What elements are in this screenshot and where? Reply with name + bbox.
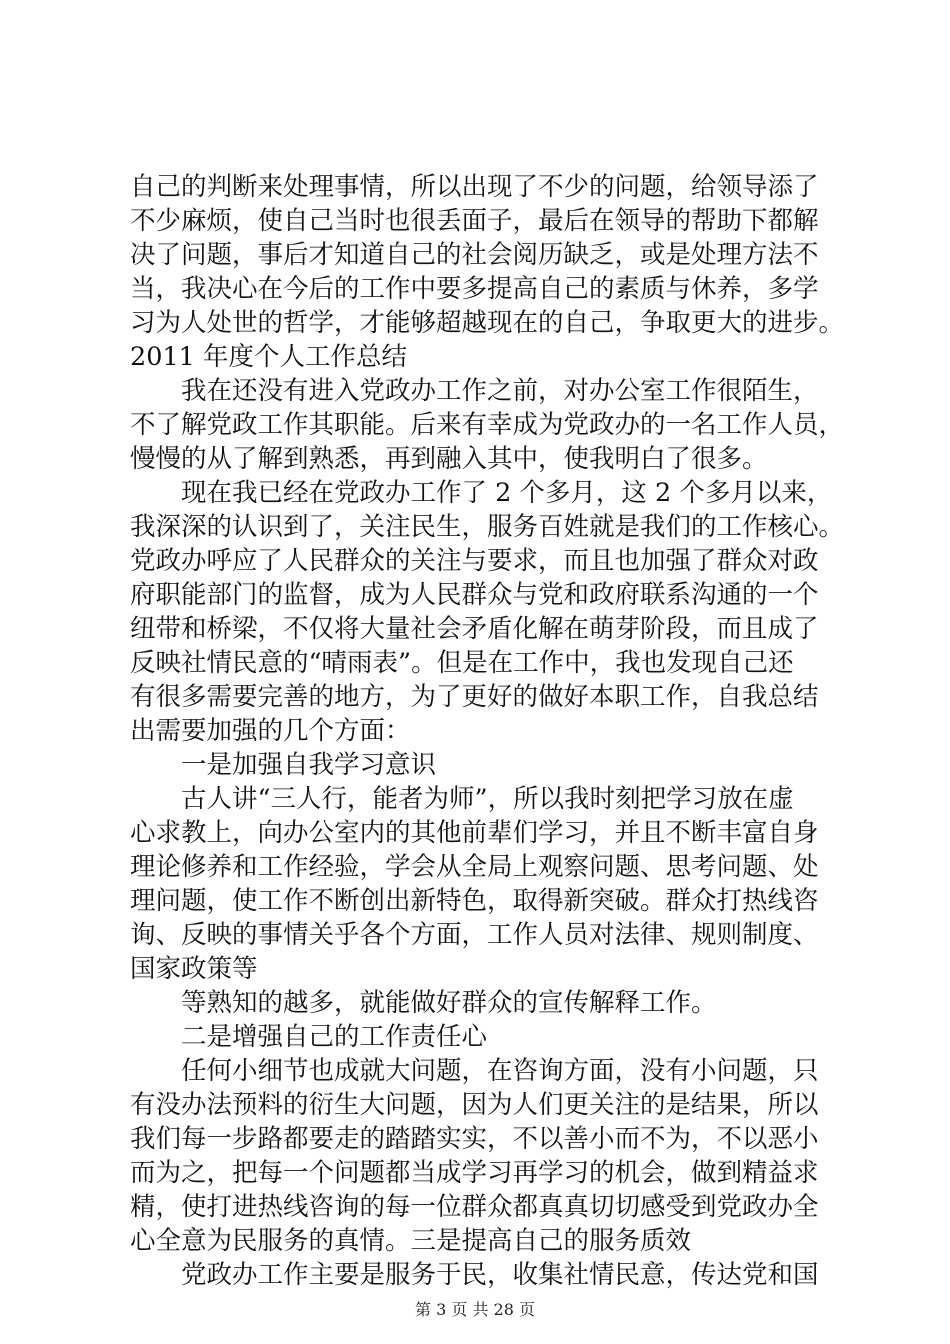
text-line: 出需要加强的几个方面： [130, 716, 411, 746]
text-line: 慢慢的从了解到熟悉，再到融入其中，使我明白了很多。 [130, 444, 768, 474]
text-line: 有没办法预料的衍生大问题，因为人们更关注的是结果，所以 [130, 1090, 819, 1120]
subsection-heading: 一是加强自我学习意识 [181, 750, 437, 780]
text-line: 府职能部门的监督，成为人民群众与党和政府联系沟通的一个 [130, 580, 819, 610]
text-line: 党政办工作主要是服务于民，收集社情民意，传达党和国 [181, 1260, 819, 1290]
text-line: 不了解党政工作其职能。后来有幸成为党政办的一名工作人员， [130, 410, 845, 440]
subsection-heading: 二是增强自己的工作责任心 [181, 1022, 488, 1052]
text-line: 反映社情民意的“晴雨表”。但是在工作中，我也发现自己还 [130, 648, 794, 678]
text-line: 国家政策等 [130, 954, 258, 984]
text-line: 任何小细节也成就大问题，在咨询方面，没有小问题，只 [181, 1056, 819, 1086]
text-line: 现在我已经在党政办工作了 2 个多月，这 2 个多月以来， [181, 478, 833, 508]
text-line: 精，使打进热线咨询的每一位群众都真真切切感受到党政办全 [130, 1192, 819, 1222]
text-line: 询、反映的事情关乎各个方面，工作人员对法律、规则制度、 [130, 920, 819, 950]
text-line: 当，我决心在今后的工作中要多提高自己的素质与休养，多学 [130, 274, 819, 304]
text-line: 心全意为民服务的真情。三是提高自己的服务质效 [130, 1226, 692, 1256]
text-line: 自己的判断来处理事情，所以出现了不少的问题，给领导添了 [130, 172, 819, 202]
text-line: 而为之，把每一个问题都当成学习再学习的机会，做到精益求 [130, 1158, 819, 1188]
text-line: 理问题，使工作不断创出新特色，取得新突破。群众打热线咨 [130, 886, 819, 916]
text-line: 决了问题，事后才知道自己的社会阅历缺乏，或是处理方法不 [130, 240, 819, 270]
text-line: 有很多需要完善的地方，为了更好的做好本职工作，自我总结 [130, 682, 819, 712]
text-line: 我们每一步路都要走的踏踏实实，不以善小而不为，不以恶小 [130, 1124, 819, 1154]
text-line: 习为人处世的哲学，才能够超越现在的自己，争取更大的进步。 [130, 308, 845, 338]
section-heading: 2011 年度个人工作总结 [130, 342, 408, 372]
text-line: 纽带和桥梁，不仅将大量社会矛盾化解在萌芽阶段，而且成了 [130, 614, 819, 644]
text-line: 心求教上，向办公室内的其他前辈们学习，并且不断丰富自身 [130, 818, 819, 848]
text-line: 理论修养和工作经验，学会从全局上观察问题、思考问题、处 [130, 852, 819, 882]
text-line: 我在还没有进入党政办工作之前，对办公室工作很陌生， [181, 376, 819, 406]
page-number-footer: 第 3 页 共 28 页 [415, 1300, 535, 1319]
text-line: 不少麻烦，使自己当时也很丢面子，最后在领导的帮助下都解 [130, 206, 819, 236]
text-line: 等熟知的越多，就能做好群众的宣传解释工作。 [181, 988, 717, 1018]
text-line: 我深深的认识到了，关注民生，服务百姓就是我们的工作核心。 [130, 512, 845, 542]
text-line: 古人讲“三人行，能者为师”，所以我时刻把学习放在虚 [181, 784, 794, 814]
text-line: 党政办呼应了人民群众的关注与要求，而且也加强了群众对政 [130, 546, 819, 576]
